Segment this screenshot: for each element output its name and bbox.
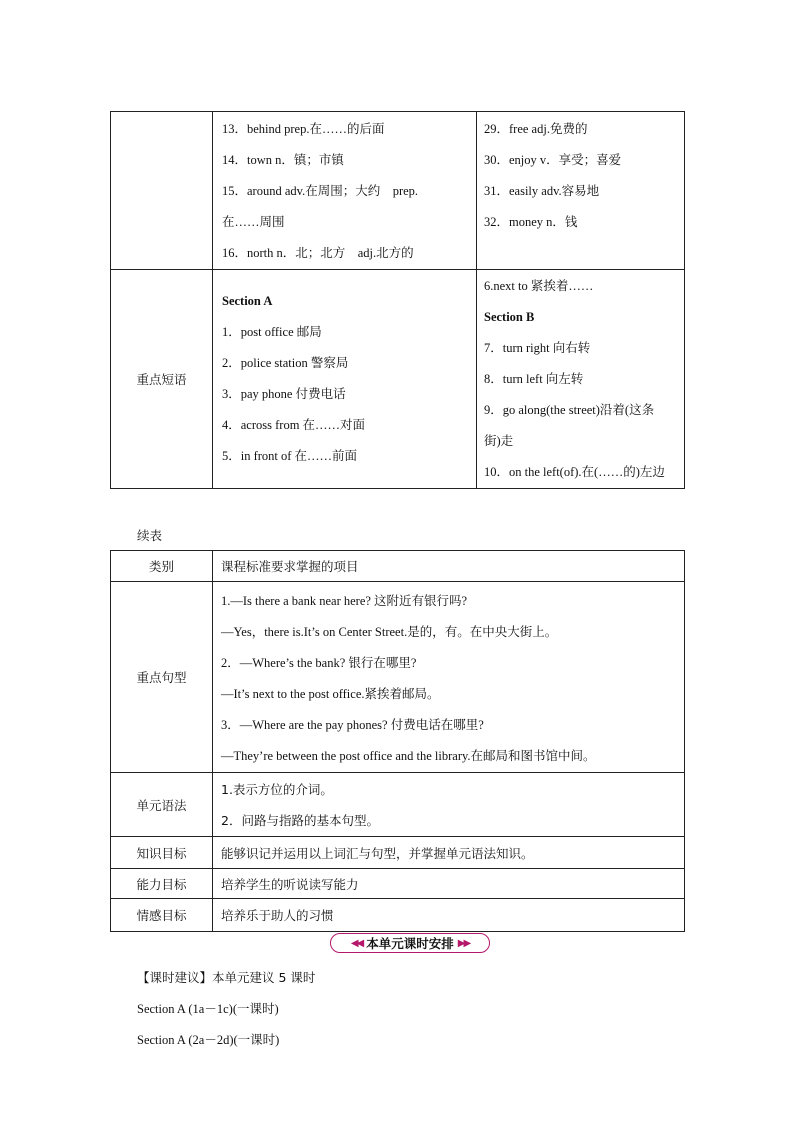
- grammar-line: 1.表示方位的介词。: [221, 782, 333, 797]
- category-cell: 重点句型: [111, 582, 213, 773]
- category-cell: 能力目标: [111, 869, 213, 899]
- vocab-item: 29．free adj.免费的: [484, 122, 588, 136]
- schedule-item: Section A (1a－1c)(一课时): [137, 1002, 279, 1016]
- vocab-phrases-table: [110, 111, 685, 489]
- sentence-line: —They’re between the post office and the library.在邮局和图书馆中间。: [221, 749, 596, 763]
- content-cell: 能够识记并运用以上词汇与句型，并掌握单元语法知识。: [213, 837, 685, 869]
- vocab-item: 31．easily adv.容易地: [484, 184, 600, 198]
- vocab-item: 在……周围: [222, 215, 285, 229]
- content-cell: [213, 582, 685, 773]
- phrase-item: 6.next to 紧挨着……: [484, 279, 594, 293]
- sentence-line: —It’s next to the post office.紧挨着邮局。: [221, 687, 440, 701]
- vocab-item: 14．town n．镇；市镇: [222, 153, 344, 167]
- schedule-item: Section A (2a－2d)(一课时): [137, 1033, 280, 1047]
- phrase-item: 5．in front of 在……前面: [222, 449, 358, 463]
- vocab-item: 16．north n．北；北方 adj.北方的: [222, 246, 414, 260]
- phrases-category-cell: 重点短语: [111, 270, 213, 489]
- phrase-item: 10．on the left(of).在(……的)左边: [484, 465, 665, 479]
- objectives-table: [110, 550, 685, 932]
- category-cell: 情感目标: [111, 899, 213, 932]
- header-items: 课程标准要求掌握的项目: [213, 551, 685, 582]
- category-cell: 知识目标: [111, 837, 213, 869]
- category-cell: 单元语法: [111, 773, 213, 837]
- phrase-item: 7．turn right 向右转: [484, 341, 591, 355]
- phrase-item: 2．police station 警察局: [222, 356, 349, 370]
- content-cell: 培养学生的听说读写能力: [213, 869, 685, 899]
- phrase-item: 3．pay phone 付费电话: [222, 387, 346, 401]
- vocab-item: 32．money n．钱: [484, 215, 578, 229]
- section-b-title: Section B: [484, 310, 535, 324]
- vocab-right-cell: [477, 112, 685, 270]
- content-cell: [213, 773, 685, 837]
- sentence-line: 1.—Is there a bank near here? 这附近有银行吗?: [221, 594, 468, 608]
- vocab-left-cell: [213, 112, 477, 270]
- banner-title: 本单元课时安排: [366, 936, 454, 951]
- continued-label: 续表: [137, 528, 163, 543]
- vocab-item: 15．around adv.在周围；大约 prep.: [222, 184, 419, 198]
- phrase-item: 街)走: [484, 434, 514, 448]
- phrase-item: 8．turn left 向左转: [484, 372, 584, 386]
- schedule-suggestion: 【课时建议】本单元建议 5 课时: [137, 970, 316, 985]
- sentence-line: —Yes，there is.It’s on Center Street.是的，有。在中央大街上。: [221, 625, 558, 639]
- chevron-right-icon: ▶▶: [457, 937, 470, 949]
- phrase-item: 4．across from 在……对面: [222, 418, 366, 432]
- phrases-right-cell: [477, 270, 685, 489]
- chevron-left-icon: ◀◀: [350, 937, 363, 949]
- content-cell: 培养乐于助人的习惯: [213, 899, 685, 932]
- phrase-item: 9．go along(the street)沿着(这条: [484, 403, 655, 417]
- vocab-item: 30．enjoy v．享受；喜爱: [484, 153, 622, 167]
- sentence-line: 3．—Where are the pay phones? 付费电话在哪里?: [221, 718, 484, 732]
- vocab-item: 13．behind prep.在……的后面: [222, 122, 385, 136]
- vocab-category-cell: [111, 112, 213, 270]
- schedule-banner: [330, 933, 490, 953]
- header-category: 类别: [111, 551, 213, 582]
- phrase-item: 1．post office 邮局: [222, 325, 322, 339]
- phrases-left-cell: [213, 270, 477, 489]
- section-a-title: Section A: [222, 294, 273, 308]
- grammar-line: 2．问路与指路的基本句型。: [221, 813, 379, 828]
- sentence-line: 2．—Where’s the bank? 银行在哪里?: [221, 656, 417, 670]
